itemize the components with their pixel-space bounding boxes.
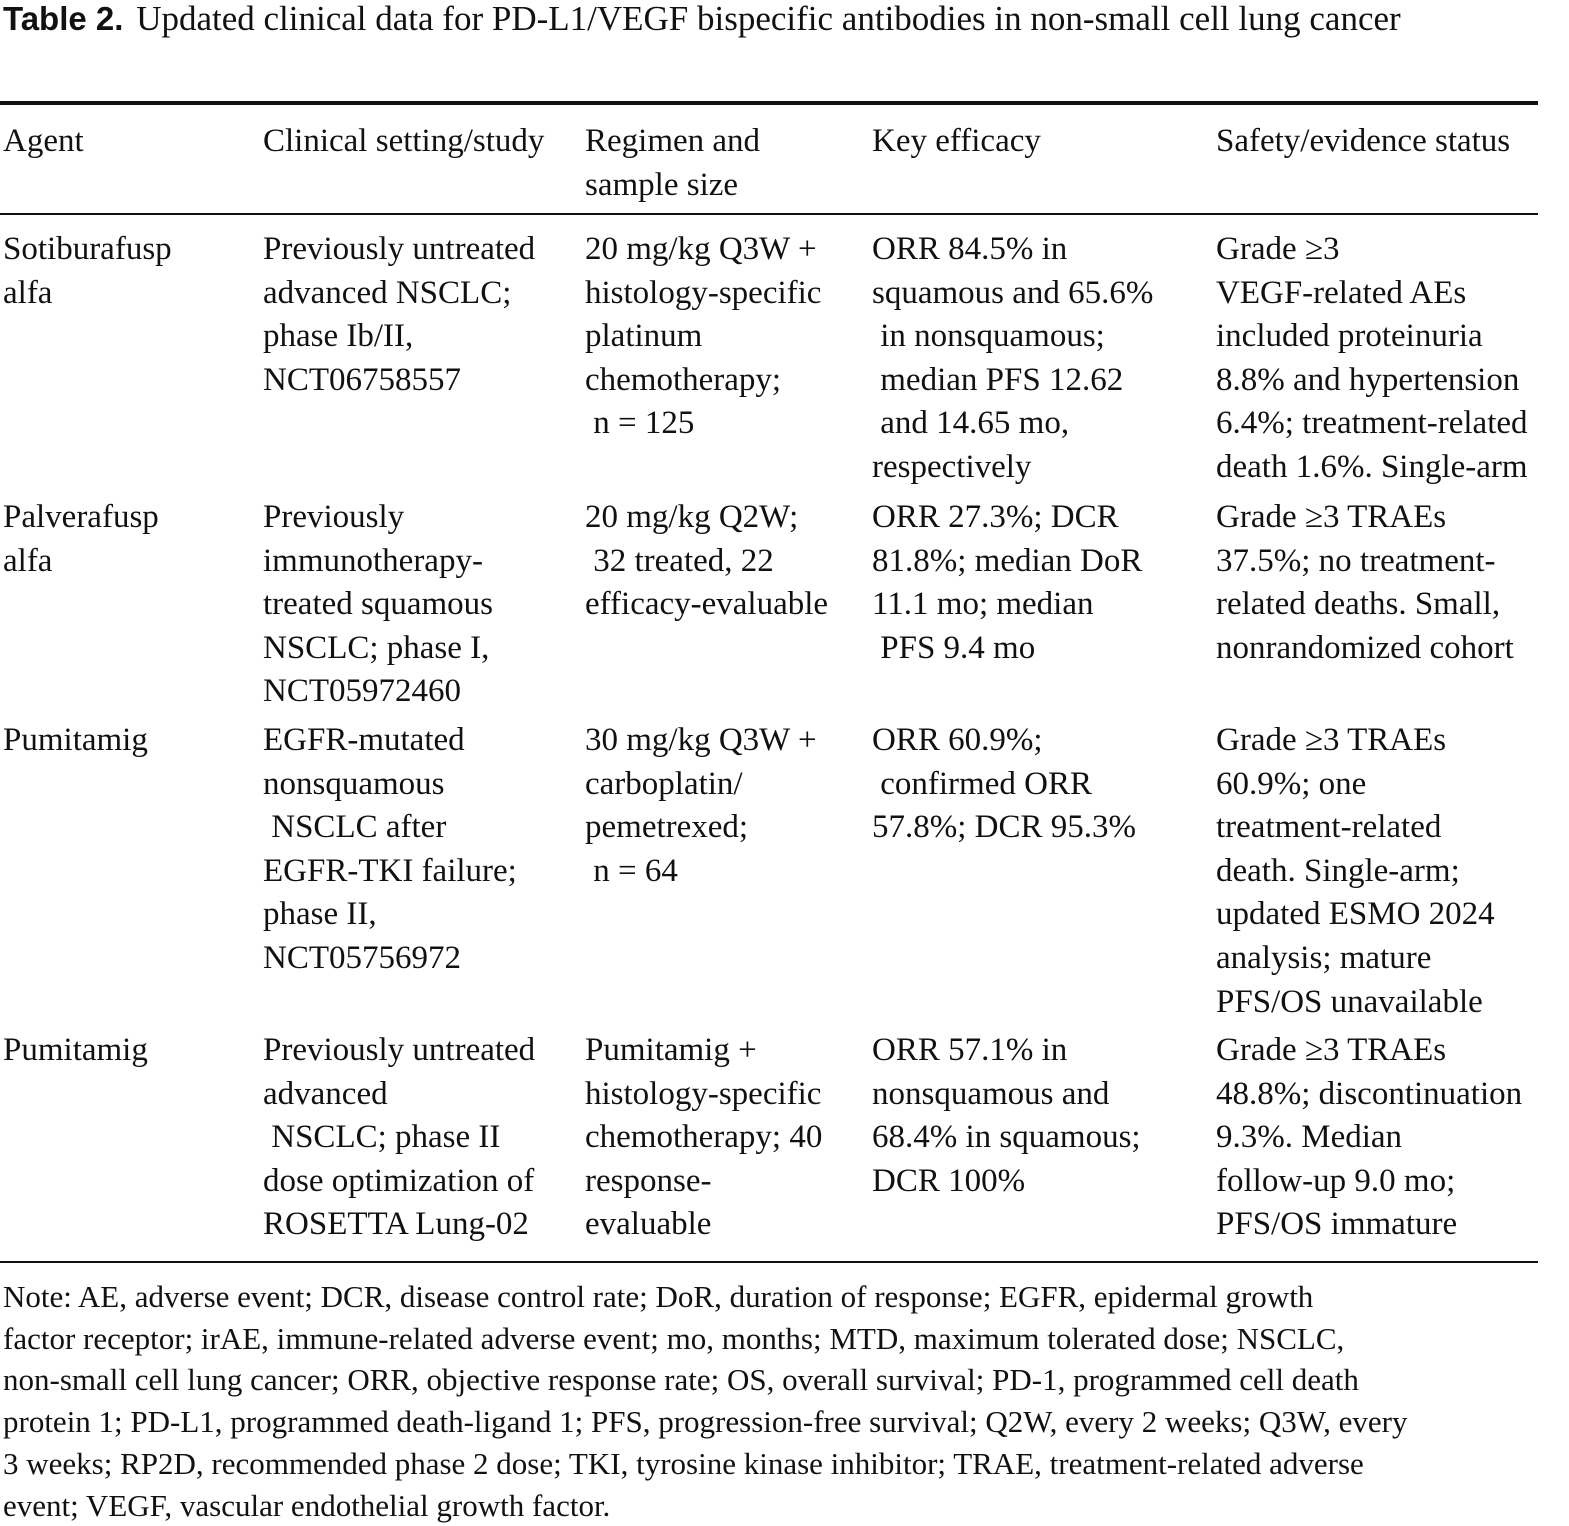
cell-agent: Pumitamig bbox=[3, 1032, 148, 1068]
cell-safety: Grade ≥3 TRAEs 48.8%; discontinuation 9.3%. Median follow-up 9.0 mo; PFS/OS immature bbox=[1216, 1032, 1523, 1243]
cell-efficacy: ORR 27.3%; DCR 81.8%; median DoR 11.1 mo; median PFS 9.4 mo bbox=[872, 499, 1143, 666]
table-header-rule bbox=[0, 213, 1538, 215]
table-label: Table 2. bbox=[3, 0, 124, 37]
cell-efficacy: ORR 84.5% in squamous and 65.6% in nonsquamous; median PFS 12.62 and 14.65 mo, respectively bbox=[872, 231, 1154, 485]
cell-setting: EGFR-mutated nonsquamous NSCLC after EGFR-TKI failure; phase II, NCT05756972 bbox=[263, 722, 517, 976]
cell-regimen: Pumitamig + histology-specific chemotherapy; 40 response- evaluable bbox=[585, 1032, 823, 1243]
cell-regimen: 20 mg/kg Q2W; 32 treated, 22 efficacy-evaluable bbox=[585, 499, 829, 623]
table-title: Updated clinical data for PD-L1/VEGF bispecific antibodies in non-small cell lung cancer bbox=[136, 0, 1401, 38]
cell-efficacy: ORR 57.1% in nonsquamous and 68.4% in squamous; DCR 100% bbox=[872, 1032, 1141, 1199]
header-agent: Agent bbox=[3, 123, 84, 159]
header-regimen: Regimen and sample size bbox=[585, 123, 761, 203]
table-footnote: Note: AE, adverse event; DCR, disease control rate; DoR, duration of response; EGFR, epidermal growth factor receptor; irAE, immune-related adverse event; mo, months; MTD, maximum tolerated dose; NSCLC, non-small cell lung cancer; ORR, objective response rate; OS, overall survival; PD-1, programmed cell death protein 1; PD-L1, programmed death-ligand 1; PFS, progression-free survival; Q2W, every 2 weeks; Q3W, every 3 weeks; RP2D, recommended phase 2 dose; TKI, tyrosine kinase inhibitor; TRAE, treatment-related adverse event; VEGF, vascular endothelial growth factor. bbox=[3, 1279, 1408, 1523]
header-safety: Safety/evidence status bbox=[1216, 123, 1511, 159]
cell-safety: Grade ≥3 TRAEs 37.5%; no treatment- related deaths. Small, nonrandomized cohort bbox=[1216, 499, 1514, 666]
cell-efficacy: ORR 60.9%; confirmed ORR 57.8%; DCR 95.3% bbox=[872, 722, 1136, 846]
cell-agent: Sotiburafusp alfa bbox=[3, 231, 172, 311]
header-key-efficacy: Key efficacy bbox=[872, 123, 1041, 159]
cell-agent: Pumitamig bbox=[3, 722, 148, 758]
cell-regimen: 20 mg/kg Q3W + histology-specific platinum chemotherapy; n = 125 bbox=[585, 231, 822, 442]
table-bottom-rule bbox=[0, 1261, 1538, 1263]
table-caption bbox=[3, 0, 1543, 41]
cell-setting: Previously immunotherapy- treated squamous NSCLC; phase I, NCT05972460 bbox=[263, 499, 494, 710]
cell-regimen: 30 mg/kg Q3W + carboplatin/ pemetrexed; n = 64 bbox=[585, 722, 817, 889]
cell-safety: Grade ≥3 VEGF-related AEs included proteinuria 8.8% and hypertension 6.4%; treatment-related death 1.6%. Single-arm bbox=[1216, 231, 1528, 485]
cell-setting: Previously untreated advanced NSCLC; phase Ib/II, NCT06758557 bbox=[263, 231, 536, 398]
table-top-rule bbox=[0, 101, 1538, 105]
cell-safety: Grade ≥3 TRAEs 60.9%; one treatment-related death. Single-arm; updated ESMO 2024 analysis; mature PFS/OS unavailable bbox=[1216, 722, 1495, 1020]
cell-setting: Previously untreated advanced NSCLC; phase II dose optimization of ROSETTA Lung-02 bbox=[263, 1032, 536, 1243]
cell-agent: Palverafusp alfa bbox=[3, 499, 159, 579]
header-clinical-setting: Clinical setting/study bbox=[263, 123, 545, 159]
